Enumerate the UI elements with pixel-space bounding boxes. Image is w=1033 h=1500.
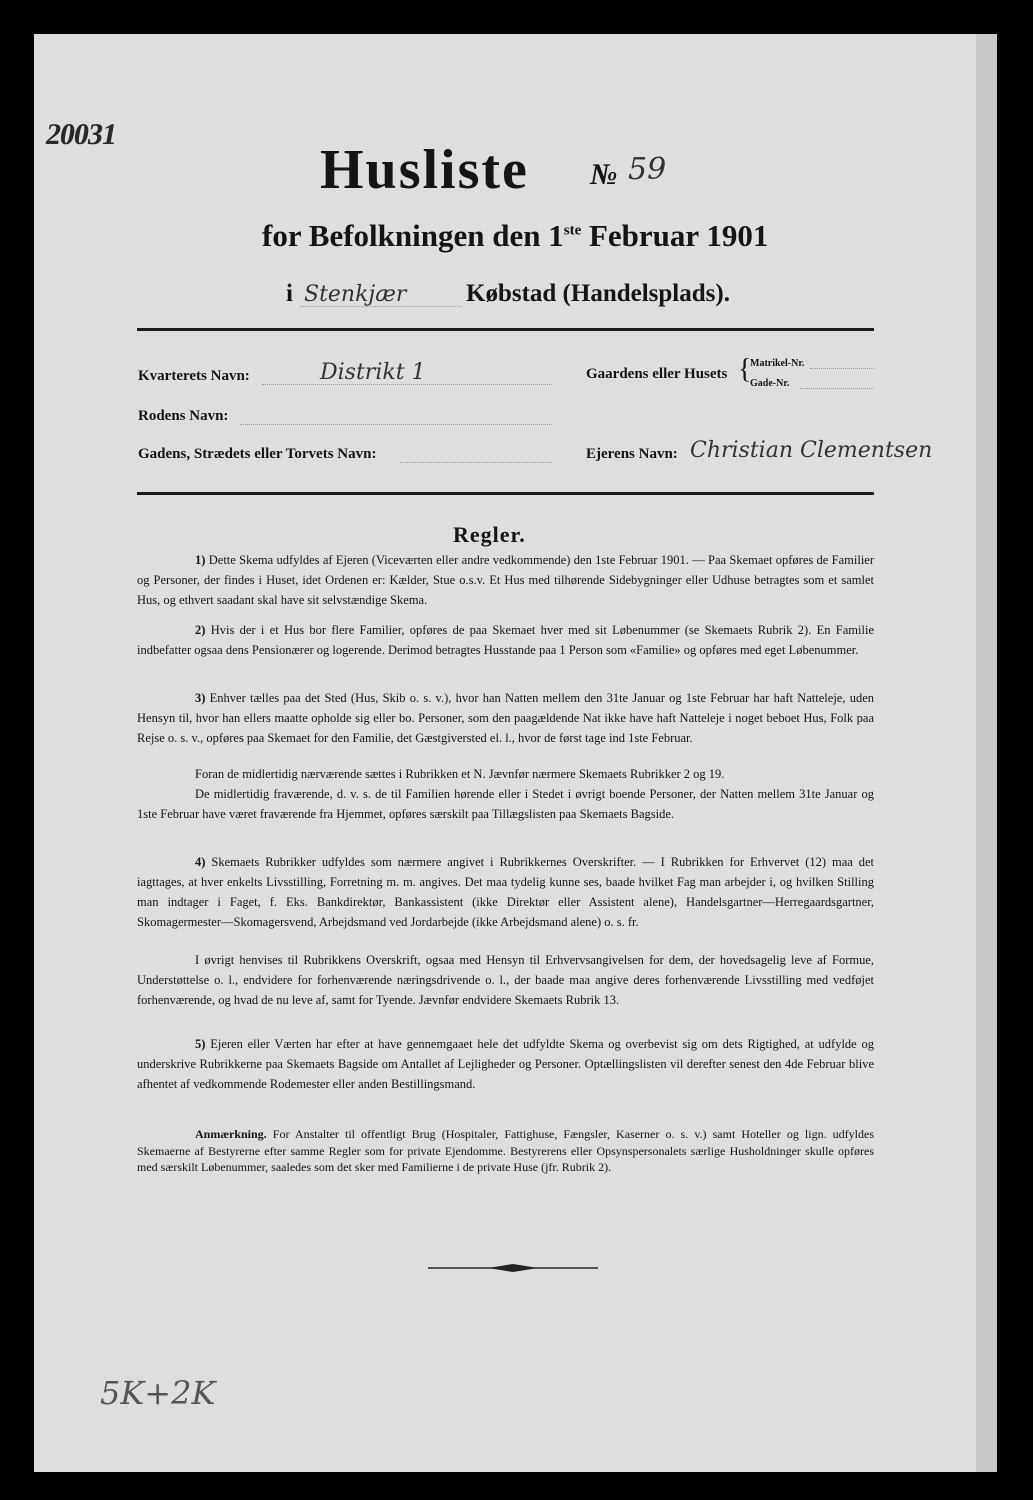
form-title: Husliste: [320, 139, 529, 201]
kvarter-label: Kvarterets Navn:: [138, 368, 250, 384]
sheet-edge: [976, 34, 997, 1472]
rule-3c: De midlertidig fraværende, d. v. s. de til Familien hørende eller i Stedet i øvrigt boende Personer, der Natten mellem 31te Januar og 1ste Februar have været fraværende fra Hjemmet, opføres særskilt paa Tillægslisten paa Skemaets Bagside.: [137, 787, 874, 821]
rule-4: 4) Skemaets Rubrikker udfyldes som nærmere angivet i Rubrikkernes Overskrifter. — I Rubrikken for Erhvervet (12) maa det iagttages, at hver enkelts Livsstilling, Forretning m. m. angives. Det maa tydelig kunne ses, baade hvilket Fag man arbejder i, og hvilken Stilling man indtager i Faget, f. Eks. Bankdirektør, Bankassistent (ikke Direktør eller Assistent alene), Handelsgartner—Herregaardsgartner, Skomagermester—Skomagersvend, Arbejdsmand ved Jordarbejde (ikke Arbejdsmand alene) o. s. fr.: [137, 855, 875, 929]
town-type-label: Købstad (Handelsplads).: [466, 280, 730, 307]
gaard-brace: {: [738, 354, 752, 385]
handwritten-town: Stenkjær: [304, 282, 407, 307]
archive-stamp-number: 20031: [43, 118, 119, 151]
form-subtitle: for Befolkningen den 1ste Februar 1901: [262, 218, 769, 253]
rule-1: 1) Dette Skema udfyldes af Ejeren (Viceværten eller andre vedkommende) den 1ste Februar 1901. — Paa Skemaet opføres de Familier og Personer, der findes i Huset, idet Ordenen er: Kælder, Stue o.s.v. Et Hus med tilhørende Sidebygninger eller Udhuse betragtes som et samlet Hus, og ethvert saadant skal have sit selvstændige Skema.: [137, 553, 875, 607]
gade-label: Gadens, Strædets eller Torvets Navn:: [138, 446, 377, 462]
gade-dotted-line: [400, 462, 552, 463]
rules-heading: Regler.: [453, 522, 526, 547]
rule-3b: Foran de midlertidig nærværende sættes i Rubrikken et N. Jævnfør nærmere Skemaets Rubrikker 2 og 19.: [195, 767, 725, 781]
gade-nr-dotted-line: [800, 388, 874, 389]
town-dotted-line: [300, 306, 462, 307]
gade-nr-label: Gade-Nr.: [750, 378, 790, 389]
number-mark: №: [590, 158, 618, 191]
rule-5: 5) Ejeren eller Værten har efter at have gennemgaaet hele det udfyldte Skema og overbevist sig om dets Rigtighed, at udfylde og underskrive Rubrikkerne paa Skemaets Bagside om Antallet af Lejligheder og Personer. Optællingslisten vil derefter senest den 4de Februar blive afhentet af vedkommende Rodemester eller anden Bestillingsmand.: [137, 1037, 875, 1091]
pencil-annotation: 5K+2K: [100, 1374, 216, 1412]
rule-2: 2) Hvis der i et Hus bor flere Familier, opføres de paa Skemaet hver med sit Løbenummer (se Skemaets Rubrik 2). En Familie indbefatter ogsaa dens Pensionærer og logerende. Derimod betragtes Husstande paa 1 Person som «Familie» og opføres med eget Løbenummer.: [137, 623, 874, 657]
kvarter-value: Distrikt 1: [320, 360, 426, 385]
kvarter-dotted-line: [262, 384, 552, 385]
rode-dotted-line: [240, 424, 552, 425]
handwritten-list-number: 59: [628, 152, 667, 187]
eier-value: Christian Clementsen: [690, 438, 933, 463]
matrikel-dotted-line: [810, 368, 874, 369]
decorative-ornament: [428, 1262, 598, 1274]
rule-4b: I øvrigt henvises til Rubrikkens Overskrift, ogsaa med Hensyn til Erhvervsangivelsen for dem, der hovedsagelig leve af Formue, Understøttelse o. l., endvidere for forhenværende næringsdrivende o. l., der baade maa angive deres forhenværende Livsstilling med vedføjet forhenværende, og hvad de nu leve af, samt for Tyende. Jævnfør endvidere Skemaets Rubrik 13.: [137, 953, 874, 1007]
middle-rule: [137, 492, 874, 495]
eier-label: Ejerens Navn:: [586, 446, 678, 462]
gaard-label: Gaardens eller Husets: [586, 366, 728, 382]
town-prefix: i: [286, 280, 293, 307]
remark-note: Anmærkning. For Anstalter til offentligt Brug (Hospitaler, Fattighuse, Fængsler, Kaserner o. s. v.) samt Hoteller og lign. udfyldes Skemaerne af Bestyrerne efter samme Regler som for private Ejendomme. Bestyrerens eller Opsynspersonalets særlige Husholdninger skulle opføres med særskilt Løbenummer, saaledes som det sker med Familierne i de private Huse (jfr. Rubrik 2).: [137, 1127, 875, 1174]
rode-label: Rodens Navn:: [138, 408, 229, 424]
top-rule: [137, 328, 874, 331]
rule-3: 3) Enhver tælles paa det Sted (Hus, Skib o. s. v.), hvor han Natten mellem den 31te Januar og 1ste Februar har haft Natteleje, uden Hensyn til, hvor han ellers maatte opholde sig eller bo. Personer, som den paagældende Nat ikke have haft Natteleje i noget beboet Hus, Folk paa Rejse o. s. v., opføres paa Skemaet for den Familie, det Gæstgiversted el. l., hvor de først tage ind 1ste Februar.: [137, 691, 874, 745]
matrikel-label: Matrikel-Nr.: [750, 358, 805, 369]
